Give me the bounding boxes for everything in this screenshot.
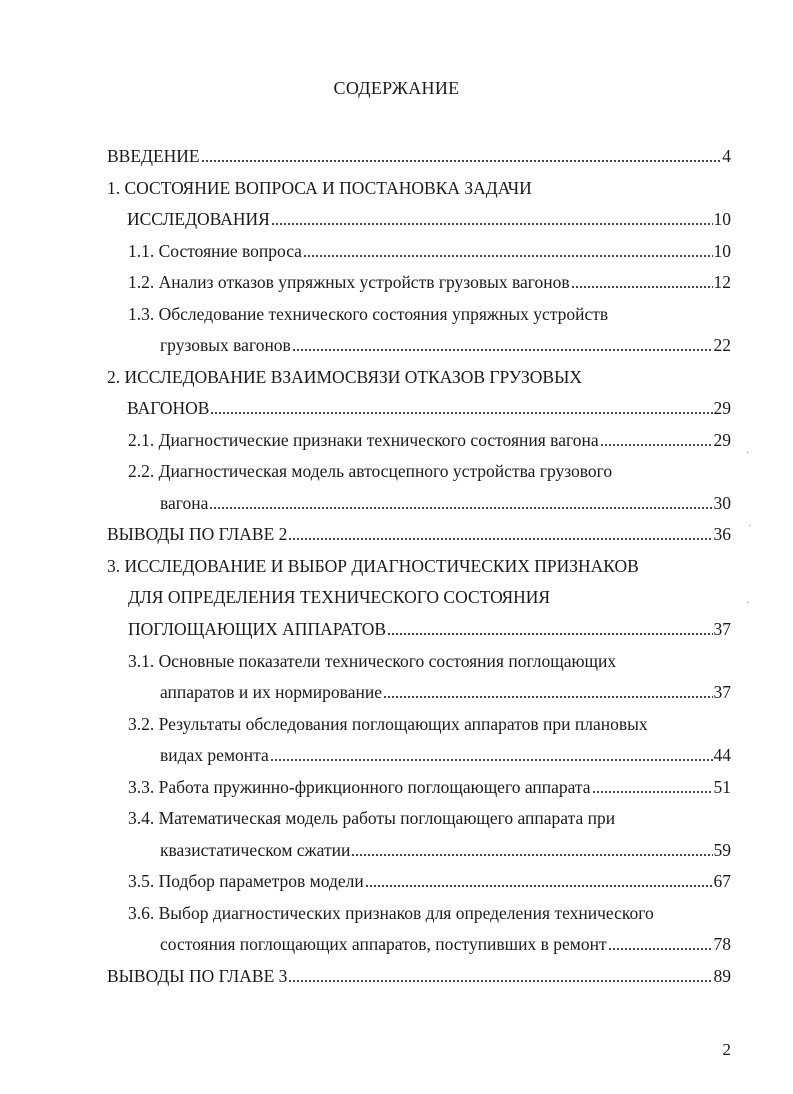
toc-entry-text: 1. СОСТОЯНИЕ ВОПРОСА И ПОСТАНОВКА ЗАДАЧИ [107,178,532,198]
toc-entry-text: видах ремонта [160,745,269,765]
dot-leader [292,332,713,352]
toc-entry-1-3-cont[interactable] [160,330,731,356]
dot-leader [288,521,712,541]
toc-entry-text: 3.2. Результаты обследования поглощающих аппаратов при плановых [128,714,648,734]
toc-entry-text: ДЛЯ ОПРЕДЕЛЕНИЯ ТЕХНИЧЕСКОГО СОСТОЯНИЯ [128,587,551,607]
dot-leader [383,679,713,699]
toc-entry-page: 10 [713,209,731,229]
toc-entry-page: 59 [713,840,731,860]
toc-entry-text: грузовых вагонов [160,335,291,355]
toc-entry-text: 1.2. Анализ отказов упряжных устройств грузовых вагонов [128,272,570,292]
toc-entry-text: 1.3. Обследование технического состояния упряжных устройств [128,304,609,324]
toc-entry-page: 89 [713,966,731,986]
toc-entry-chapter-2[interactable] [107,362,582,388]
toc-entry-text: аппаратов и их нормирование [160,682,382,702]
toc-entry-text: 3.6. Выбор диагностических признаков для определения технического [128,903,654,923]
toc-entry-text: 2. ИССЛЕДОВАНИЕ ВЗАИМОСВЯЗИ ОТКАЗОВ ГРУЗОВЫХ [107,367,582,387]
toc-entry-text: 3.5. Подбор параметров модели [128,871,364,891]
toc-entry-3-3[interactable] [128,772,731,798]
toc-entry-page: 10 [713,241,731,261]
toc-entry-page: 67 [713,871,731,891]
toc-entry-3-2[interactable] [128,709,648,735]
toc-entry-1-3[interactable] [128,299,608,325]
toc-entry-page: 78 [713,934,731,954]
toc-entry-text: ПОГЛОЩАЮЩИХ АППАРАТОВ [128,619,387,639]
dot-leader [608,931,713,951]
dot-leader [571,269,713,289]
toc-entry-text: 3.1. Основные показатели технического состояния поглощающих [128,651,617,671]
toc-entry-page: 44 [713,745,731,765]
toc-entry-3-2-cont[interactable] [160,740,731,766]
toc-entry-page: 29 [713,430,731,450]
toc-entry-chapter-1-cont[interactable] [127,204,731,230]
toc-entry-chapter-2-cont[interactable] [127,393,731,419]
dot-leader [387,616,712,636]
toc-entry-page: 29 [713,398,731,418]
toc-entry-page: 36 [713,524,731,544]
toc-entry-3-6[interactable] [128,898,654,924]
dot-leader [209,490,712,510]
toc-entry-text: 3.4. Математическая модель работы поглощающего аппарата при [128,808,616,828]
toc-entry-text: квазистатическом сжатии [160,840,351,860]
toc-entry-conclusions-2[interactable] [107,519,731,545]
dot-leader [270,742,713,762]
toc-entry-text: ВЫВОДЫ ПО ГЛАВЕ 2 [107,524,288,544]
toc-entry-introduction[interactable] [107,141,731,167]
toc-entry-2-2[interactable] [128,456,612,482]
dot-leader [365,868,713,888]
toc-entry-text: ИССЛЕДОВАНИЯ [127,209,270,229]
dot-leader [201,143,722,163]
toc-entry-conclusions-3[interactable] [107,961,731,987]
toc-entry-page: 12 [713,272,731,292]
toc-entry-2-2-cont[interactable] [160,488,731,514]
dot-leader [351,837,712,857]
toc-entry-chapter-1[interactable] [107,173,532,199]
dot-leader [210,395,712,415]
toc-entry-text: ВВЕДЕНИЕ [107,146,200,166]
dot-leader [600,427,713,447]
scan-speck: · [746,448,750,459]
toc-entry-text: 2.1. Диагностические признаки технического состояния вагона [128,430,599,450]
toc-entry-page: 37 [713,682,731,702]
toc-entry-text: 3. ИССЛЕДОВАНИЕ И ВЫБОР ДИАГНОСТИЧЕСКИХ ПРИЗНАКОВ [107,556,639,576]
toc-entry-3-1-cont[interactable] [160,677,731,703]
toc-entry-text: 1.1. Состояние вопроса [128,241,302,261]
toc-entry-chapter-3-cont[interactable] [128,582,550,608]
toc-entry-page: 4 [722,146,731,166]
toc-entry-3-6-cont[interactable] [160,929,731,955]
dot-leader [592,774,713,794]
toc-entry-text: ВАГОНОВ [127,398,210,418]
toc-entry-page: 22 [713,335,731,355]
dot-leader [271,206,713,226]
dot-leader [303,238,713,258]
toc-entry-3-4-cont[interactable] [160,835,731,861]
toc-entry-text: вагона [160,493,209,513]
toc-entry-page: 51 [713,777,731,797]
toc-entry-text: ВЫВОДЫ ПО ГЛАВЕ 3 [107,966,288,986]
toc-entry-3-5[interactable] [128,866,731,892]
toc-entry-text: 2.2. Диагностическая модель автосцепного устройства грузового [128,461,613,481]
scan-speck: · [748,521,752,532]
toc-entry-chapter-3-cont-2[interactable] [128,614,731,640]
toc-entry-chapter-3[interactable] [107,551,639,577]
toc-entry-3-1[interactable] [128,646,616,672]
toc-entry-2-1[interactable] [128,425,731,451]
dot-leader [288,963,712,983]
page-number: 2 [722,1040,731,1059]
toc-entry-text: 3.3. Работа пружинно-фрикционного поглощающего аппарата [128,777,591,797]
toc-entry-3-4[interactable] [128,803,615,829]
page-title: СОДЕРЖАНИЕ [333,78,460,98]
scan-speck: · [746,598,750,609]
toc-entry-1-2[interactable] [128,267,731,293]
toc-entry-page: 37 [713,619,731,639]
toc-entry-page: 30 [713,493,731,513]
toc-entry-text: состояния поглощающих аппаратов, поступивших в ремонт [160,934,607,954]
toc-entry-1-1[interactable] [128,236,731,262]
